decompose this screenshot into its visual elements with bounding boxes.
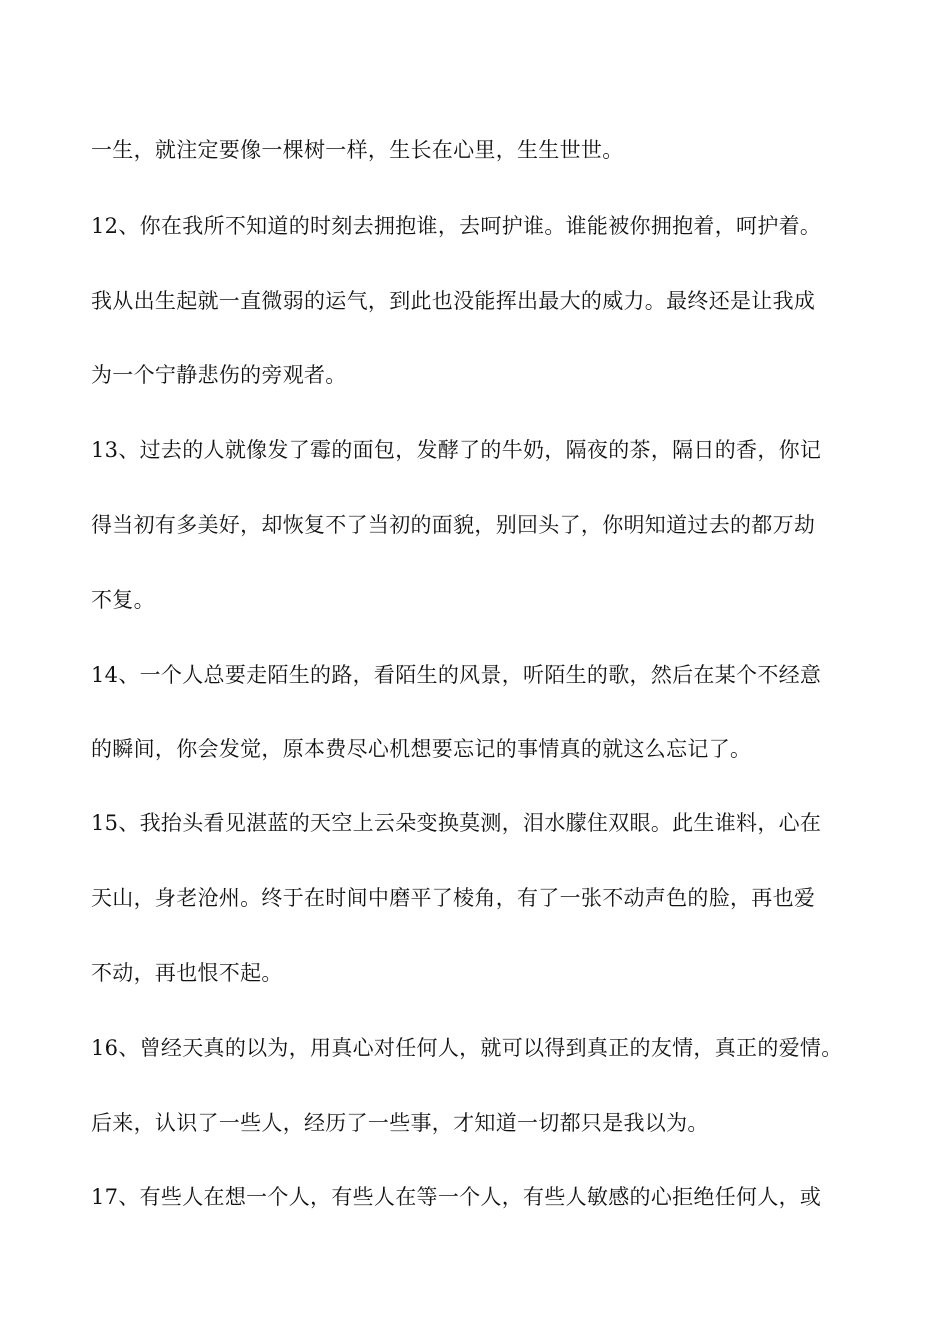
paragraph-line: 得当初有多美好，却恢复不了当初的面貌，别回头了，你明知道过去的都万劫	[91, 513, 816, 537]
paragraph-line: 一生，就注定要像一棵树一样，生长在心里，生生世世。	[91, 138, 624, 162]
paragraph-line: 12、你在我所不知道的时刻去拥抱谁，去呵护谁。谁能被你拥抱着，呵护着。	[91, 214, 822, 238]
paragraph-line: 15、我抬头看见湛蓝的天空上云朵变换莫测，泪水朦住双眼。此生谁料，心在	[91, 811, 822, 835]
paragraph-line: 天山，身老沧州。终于在时间中磨平了棱角，有了一张不动声色的脸，再也爱	[91, 886, 816, 910]
paragraph-line: 13、过去的人就像发了霉的面包，发酵了的牛奶，隔夜的茶，隔日的香，你记	[91, 438, 822, 462]
paragraph-line: 14、一个人总要走陌生的路，看陌生的风景，听陌生的歌，然后在某个不经意	[91, 663, 822, 687]
paragraph-line: 的瞬间，你会发觉，原本费尽心机想要忘记的事情真的就这么忘记了。	[91, 737, 752, 761]
paragraph-line: 17、有些人在想一个人，有些人在等一个人，有些人敏感的心拒绝任何人，或	[91, 1185, 822, 1209]
paragraph-line: 我从出生起就一直微弱的运气，到此也没能挥出最大的威力。最终还是让我成	[91, 289, 816, 313]
paragraph-line: 16、曾经天真的以为，用真心对任何人，就可以得到真正的友情，真正的爱情。	[91, 1036, 843, 1060]
paragraph-line: 不动，再也恨不起。	[91, 961, 283, 985]
paragraph-line: 为一个宁静悲伤的旁观者。	[91, 363, 347, 387]
paragraph-line: 后来，认识了一些人，经历了一些事，才知道一切都只是我以为。	[91, 1111, 709, 1135]
paragraph-line: 不复。	[91, 588, 155, 612]
